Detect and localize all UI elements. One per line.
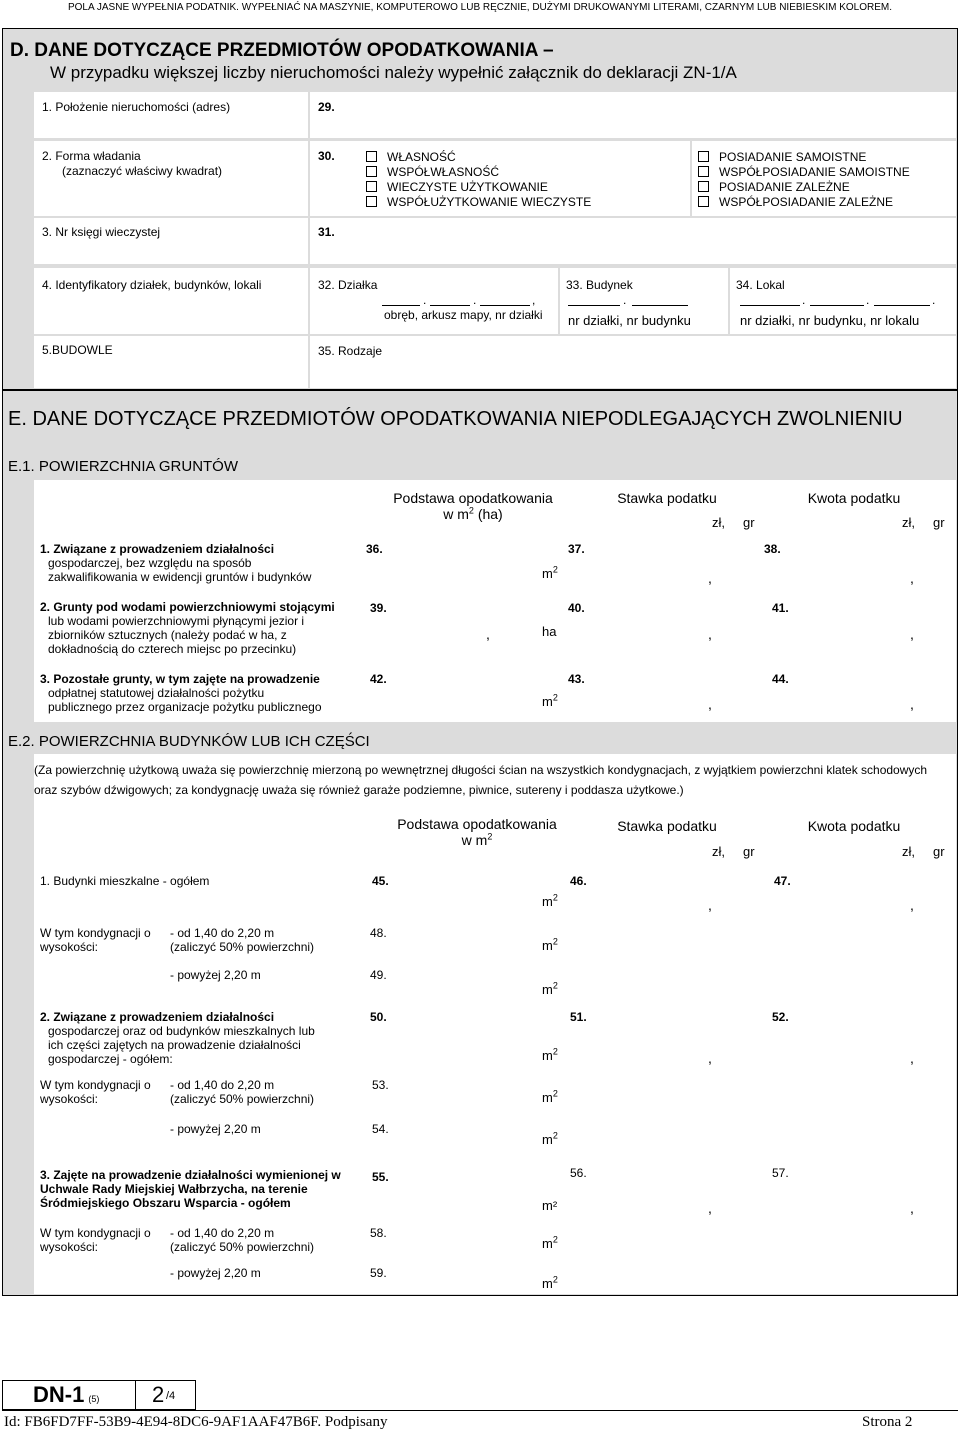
field-ownership-hint: (zaznaczyć właściwy kwadrat) bbox=[62, 164, 223, 178]
page-label: Strona 2 bbox=[862, 1414, 913, 1430]
field-30-options-right bbox=[692, 141, 956, 216]
field-identifiers-label-cell bbox=[34, 268, 308, 334]
underline bbox=[810, 305, 864, 306]
field-41-number: 41. bbox=[772, 601, 789, 615]
separator-dot: . bbox=[623, 293, 627, 307]
field-39-unit: ha bbox=[542, 624, 557, 639]
field-59-number: 59. bbox=[370, 1266, 387, 1280]
field-32-input[interactable] bbox=[310, 268, 558, 334]
form-code: DN-1 (5) bbox=[33, 1382, 100, 1407]
field-39-number: 39. bbox=[370, 601, 387, 615]
field-50-number: 50. bbox=[370, 1010, 387, 1024]
field-ownership-label: 2. Forma władania bbox=[42, 149, 141, 163]
field-45-number: 45. bbox=[372, 874, 389, 888]
section-e1-title: E.1. POWIERZCHNIA GRUNTÓW bbox=[8, 458, 239, 475]
field-33-hint: nr działki, nr budynku bbox=[568, 313, 691, 328]
option-wspolposiadanie-samoistne[interactable]: WSPÓŁPOSIADANIE SAMOISTNE bbox=[698, 165, 910, 180]
checkbox-icon[interactable] bbox=[698, 181, 709, 192]
option-posiadanie-zalezne[interactable]: POSIADANIE ZALEŻNE bbox=[698, 180, 910, 195]
field-44-number: 44. bbox=[772, 672, 789, 686]
field-land-register-label-cell bbox=[34, 218, 308, 264]
field-47-number: 47. bbox=[774, 874, 791, 888]
document-id: Id: FB6FD7FF-53B9-4E94-8DC6-9AF1AAF47B6F. Podpisany bbox=[4, 1414, 388, 1430]
height-above-220: - powyżej 2,20 m bbox=[170, 1266, 261, 1280]
field-39-comma: , bbox=[486, 626, 490, 642]
field-54-number: 54. bbox=[372, 1122, 389, 1136]
field-57-number: 57. bbox=[772, 1166, 789, 1180]
section-e2-title: E.2. POWIERZCHNIA BUDYNKÓW LUB ICH CZĘŚCI bbox=[8, 733, 370, 750]
field-49-number: 49. bbox=[370, 968, 387, 982]
col-rate-units-e2: zł, gr bbox=[712, 844, 755, 859]
col-amount-header: Kwota podatku bbox=[807, 490, 901, 506]
field-33-input[interactable] bbox=[560, 268, 728, 334]
underline bbox=[382, 305, 420, 306]
checkbox-icon[interactable] bbox=[698, 166, 709, 177]
field-42-unit: $m^2$ bbox=[542, 692, 558, 709]
field-35-label: 35. Rodzaje bbox=[318, 344, 383, 358]
section-e-title: E. DANE DOTYCZĄCE PRZEDMIOTÓW OPODATKOWANIA NIEPODLEGAJĄCYCH ZWOLNIENIU bbox=[8, 408, 903, 430]
field-58-unit: $m^2$ bbox=[542, 1234, 558, 1251]
floor-height-label: W tym kondygnacji o wysokości: bbox=[40, 926, 151, 954]
col-rate-units: zł, gr bbox=[712, 515, 755, 530]
field-41-comma: , bbox=[910, 626, 914, 642]
field-36-unit: $m^2$ bbox=[542, 564, 558, 581]
field-57-comma: , bbox=[910, 1200, 914, 1216]
field-48-unit: $m^2$ bbox=[542, 936, 558, 953]
page-total: /4 bbox=[166, 1390, 176, 1402]
checkbox-icon[interactable] bbox=[698, 196, 709, 207]
underline bbox=[480, 305, 530, 306]
field-36-number: 36. bbox=[366, 542, 383, 556]
field-34-label: 34. Lokal bbox=[736, 278, 785, 292]
field-47-comma: , bbox=[910, 897, 914, 913]
field-30-options bbox=[310, 141, 690, 216]
field-address-label: 1. Położenie nieruchomości (adres) bbox=[42, 100, 231, 114]
field-32-hint: obręb, arkusz mapy, nr działki bbox=[384, 308, 543, 322]
field-29-input[interactable] bbox=[310, 92, 956, 138]
ownership-options-right bbox=[698, 150, 910, 210]
footer-divider bbox=[2, 1410, 958, 1411]
field-identifiers-label: 4. Identyfikatory działek, budynków, lokali bbox=[42, 278, 262, 292]
field-55-unit: m² bbox=[542, 1198, 558, 1213]
e2-definition-note: (Za powierzchnię użytkową uważa się powierzchnię mierzoną po wewnętrznej długości ścian na wszystkich kondygnacjach, z wyjątkiem powierzchni klatek schodowych oraz szybów dźwigowych; za kondygnację uważa się również garaże podziemne, piwnice, sutereny i poddasza użytkowe.) bbox=[34, 763, 928, 797]
checkbox-icon[interactable] bbox=[366, 151, 377, 162]
option-wspoluzytkowanie-wieczyste[interactable]: WSPÓŁUŻYTKOWANIE WIECZYSTE bbox=[366, 195, 591, 210]
underline bbox=[568, 305, 620, 306]
field-50-unit: $m^2$ bbox=[542, 1046, 558, 1063]
row-business-buildings: 2. Związane z prowadzeniem działalności gospodarczej oraz od budynków mieszkalnych lub ich części zajętych na prowadzenie działalności gospodarczej - ogółem: bbox=[40, 1010, 315, 1066]
height-140-220: - od 1,40 do 2,20 m (zaliczyć 50% powierzchni) bbox=[170, 926, 315, 954]
field-49-unit: $m^2$ bbox=[542, 980, 558, 997]
col-rate-header-e2: Stawka podatku bbox=[617, 818, 717, 834]
separator-dot: . bbox=[473, 293, 477, 307]
option-wlasnosc[interactable]: WŁASNOŚĆ bbox=[366, 150, 591, 165]
height-above-220: - powyżej 2,20 m bbox=[170, 968, 261, 982]
separator-dot: . bbox=[866, 293, 870, 307]
field-53-number: 53. bbox=[372, 1078, 389, 1092]
col-amount-units-e2: zł, gr bbox=[902, 844, 945, 859]
section-d-subtitle: W przypadku większej liczby nieruchomości należy wypełnić załącznik do deklaracji ZN-1/A bbox=[50, 63, 737, 82]
instruction-note: POLA JASNE WYPEŁNIA PODATNIK. WYPEŁNIAĆ NA MASZYNIE, KOMPUTEROWO LUB RĘCZNIE, DUŻYMI DRUKOWANYMI LITERAMI, CZARNYM LUB NIEBIESKIM KOLOREM. bbox=[67, 2, 893, 13]
row-land-water: 2. Grunty pod wodami powierzchniowymi stojącymi lub wodami powierzchniowymi płynącymi jezior i zbiorników sztucznych (należy podać w ha, z dokładnością do czterech miejsc po przecinku) bbox=[40, 600, 335, 656]
field-34-input[interactable] bbox=[730, 268, 956, 334]
field-35-input[interactable] bbox=[310, 336, 956, 388]
field-42-number: 42. bbox=[370, 672, 387, 686]
field-40-comma: , bbox=[708, 626, 712, 642]
page-number-cell bbox=[135, 1381, 196, 1409]
field-56-number: 56. bbox=[570, 1166, 587, 1180]
separator-dot: . bbox=[802, 293, 806, 307]
underline bbox=[874, 305, 930, 306]
checkbox-icon[interactable] bbox=[366, 166, 377, 177]
underline bbox=[632, 305, 688, 306]
field-structures-label-cell bbox=[34, 336, 308, 388]
field-31-number: 31. bbox=[318, 225, 335, 239]
field-52-number: 52. bbox=[772, 1010, 789, 1024]
underline bbox=[740, 305, 800, 306]
e2-table bbox=[34, 754, 956, 1294]
height-140-220: - od 1,40 do 2,20 m (zaliczyć 50% powierzchni) bbox=[170, 1226, 315, 1254]
row-land-other: 3. Pozostałe grunty, w tym zajęte na prowadzenie odpłatnej statutowej działalności pożytku publicznego przez organizacje pożytku publicznego bbox=[40, 672, 322, 714]
page-number: 2 bbox=[152, 1382, 165, 1407]
field-address-label-cell bbox=[34, 92, 308, 138]
field-45-unit: $m^2$ bbox=[542, 892, 558, 909]
section-d-title: D. DANE DOTYCZĄCE PRZEDMIOTÓW OPODATKOWANIA – bbox=[10, 40, 554, 61]
option-wspolwlasnosc[interactable]: WSPÓŁWŁASNOŚĆ bbox=[366, 165, 591, 180]
field-38-comma: , bbox=[910, 570, 914, 586]
floor-height-label: W tym kondygnacji o wysokości: bbox=[40, 1226, 151, 1254]
row-land-business: 1. Związane z prowadzeniem działalności gospodarczej, bez względu na sposób zakwalifikowania w ewidencji gruntów i budynków bbox=[40, 542, 312, 584]
field-40-number: 40. bbox=[568, 601, 585, 615]
separator-dot: . bbox=[932, 293, 936, 307]
field-51-comma: , bbox=[708, 1050, 712, 1066]
field-55-number: 55. bbox=[372, 1170, 389, 1184]
option-posiadanie-samoistne[interactable]: POSIADANIE SAMOISTNE bbox=[698, 150, 910, 165]
row-revitalization-area: 3. Zajęte na prowadzenie działalności wymienionej w Uchwale Rady Miejskiej Wałbrzycha, na terenie Śródmiejskiego Obszaru Wsparcia - ogółem bbox=[40, 1168, 341, 1210]
field-32-label: 32. Działka bbox=[318, 278, 378, 292]
field-56-comma: , bbox=[708, 1200, 712, 1216]
field-37-comma: , bbox=[708, 570, 712, 586]
col-base-header-e2: Podstawa opodatkowania w $m^2$ bbox=[397, 816, 557, 848]
field-43-number: 43. bbox=[568, 672, 585, 686]
field-29-number: 29. bbox=[318, 100, 335, 114]
field-46-number: 46. bbox=[570, 874, 587, 888]
separator-dot: . bbox=[423, 293, 427, 307]
checkbox-icon[interactable] bbox=[366, 196, 377, 207]
row-residential-total: 1. Budynki mieszkalne - ogółem bbox=[40, 874, 210, 888]
floor-height-label: W tym kondygnacji o wysokości: bbox=[40, 1078, 151, 1106]
height-above-220: - powyżej 2,20 m bbox=[170, 1122, 261, 1136]
field-43-comma: , bbox=[708, 696, 712, 712]
e1-table bbox=[34, 480, 956, 722]
separator-comma: , bbox=[532, 293, 536, 307]
field-54-unit: $m^2$ bbox=[542, 1130, 558, 1147]
field-31-input[interactable] bbox=[310, 218, 956, 264]
option-wieczyste-uzytkowanie[interactable]: WIECZYSTE UŻYTKOWANIE bbox=[366, 180, 591, 195]
col-amount-header-e2: Kwota podatku bbox=[807, 818, 901, 834]
field-ownership-label-cell bbox=[34, 141, 308, 216]
field-48-number: 48. bbox=[370, 926, 387, 940]
col-base-header: Podstawa opodatkowania w $m^2$ (ha) bbox=[393, 490, 553, 522]
field-30-number: 30. bbox=[318, 149, 335, 163]
col-rate-header: Stawka podatku bbox=[617, 490, 717, 506]
field-34-hint: nr działki, nr budynku, nr lokalu bbox=[740, 313, 920, 328]
field-37-number: 37. bbox=[568, 542, 585, 556]
field-38-number: 38. bbox=[764, 542, 781, 556]
height-140-220: - od 1,40 do 2,20 m (zaliczyć 50% powierzchni) bbox=[170, 1078, 315, 1106]
col-amount-units: zł, gr bbox=[902, 515, 945, 530]
field-land-register-label: 3. Nr księgi wieczystej bbox=[42, 225, 161, 239]
option-wspolposiadanie-zalezne[interactable]: WSPÓŁPOSIADANIE ZALEŻNE bbox=[698, 195, 910, 210]
field-59-unit: $m^2$ bbox=[542, 1274, 558, 1291]
underline bbox=[430, 305, 470, 306]
field-53-unit: $m^2$ bbox=[542, 1088, 558, 1105]
field-58-number: 58. bbox=[370, 1226, 387, 1240]
field-structures-label: 5.BUDOWLE bbox=[42, 343, 113, 357]
field-46-comma: , bbox=[708, 897, 712, 913]
field-44-comma: , bbox=[910, 696, 914, 712]
ownership-options-left bbox=[366, 150, 591, 210]
field-51-number: 51. bbox=[570, 1010, 587, 1024]
field-33-label: 33. Budynek bbox=[566, 278, 633, 292]
field-52-comma: , bbox=[910, 1050, 914, 1066]
checkbox-icon[interactable] bbox=[366, 181, 377, 192]
form-code-box bbox=[2, 1380, 196, 1410]
checkbox-icon[interactable] bbox=[698, 151, 709, 162]
